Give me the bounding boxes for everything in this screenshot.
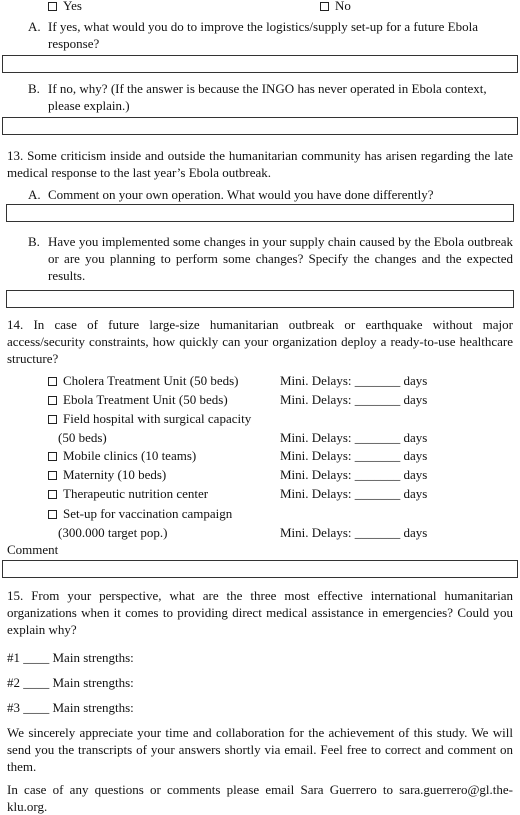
- yes-checkbox[interactable]: [48, 2, 57, 11]
- q15-rank-3[interactable]: #3 ____ Main strengths:: [7, 700, 134, 715]
- q14-item-maternity[interactable]: Maternity (10 beds): [48, 466, 166, 483]
- q14-item-vaccination[interactable]: Set-up for vaccination campaign: [48, 505, 232, 522]
- q13-a-text: Comment on your own operation. What would you have done differently?: [48, 187, 434, 202]
- closing-thanks: We sincerely appreciate your time and collaboration for the achievement of this study. We will send you the transcripts of your answers shortly via email. Feel free to correct and comment on them.: [7, 725, 513, 774]
- q12-b-answer-field[interactable]: [2, 117, 518, 135]
- yes-option[interactable]: Yes: [48, 0, 82, 14]
- q14-item-nutrition[interactable]: Therapeutic nutrition center: [48, 485, 208, 502]
- q15-rank-1[interactable]: #1 ____ Main strengths:: [7, 650, 134, 665]
- q15-rank-2[interactable]: #2 ____ Main strengths:: [7, 675, 134, 690]
- maternity-checkbox[interactable]: [48, 471, 57, 480]
- q14-delay-field-hospital[interactable]: Mini. Delays: _______ days: [280, 430, 428, 445]
- q14-item-field-hospital-line2: (50 beds): [58, 430, 107, 445]
- q14-comment-label: Comment: [7, 542, 59, 557]
- no-checkbox[interactable]: [320, 2, 329, 11]
- q14-item-field-hospital[interactable]: Field hospital with surgical capacity: [48, 410, 251, 427]
- field-hospital-checkbox[interactable]: [48, 415, 57, 424]
- q14-delay-mobile-clinics[interactable]: Mini. Delays: _______ days: [280, 448, 428, 463]
- q14-delay-cholera[interactable]: Mini. Delays: _______ days: [280, 373, 428, 388]
- q14-item-vaccination-line2: (300.000 target pop.): [58, 525, 168, 540]
- q12-a-text: If yes, what would you do to improve the logistics/supply set-up for a future Ebola response?: [48, 19, 479, 51]
- q13-a-answer-field[interactable]: [6, 204, 514, 222]
- q13-b-text: Have you implemented some changes in your supply chain caused by the Ebola outbreak or are you planning to perform some changes? Specify the changes and the expected results.: [48, 234, 513, 283]
- q14-delay-nutrition[interactable]: Mini. Delays: _______ days: [280, 486, 428, 501]
- no-option[interactable]: No: [320, 0, 351, 14]
- q12-b-letter: B.: [28, 81, 40, 96]
- q13-a-letter: A.: [28, 187, 41, 202]
- q14-delay-vaccination[interactable]: Mini. Delays: _______ days: [280, 525, 428, 540]
- q14-item-cholera[interactable]: Cholera Treatment Unit (50 beds): [48, 372, 238, 389]
- q15-question: 15. From your perspective, what are the three most effective international humanitarian organizations when it comes to providing direct medical assistance in emergencies? Could you explain why?: [7, 588, 513, 637]
- q14-comment-field[interactable]: [2, 560, 518, 578]
- q14-item-ebola[interactable]: Ebola Treatment Unit (50 beds): [48, 391, 228, 408]
- q12-a-answer-field[interactable]: [2, 55, 518, 73]
- q13-b-answer-field[interactable]: [6, 290, 514, 308]
- q12-a-letter: A.: [28, 19, 41, 34]
- q14-delay-ebola[interactable]: Mini. Delays: _______ days: [280, 392, 428, 407]
- ebola-unit-checkbox[interactable]: [48, 396, 57, 405]
- q14-question: 14. In case of future large-size humanitarian outbreak or earthquake without major access/security constraints, how quickly can your organization deploy a ready-to-use healthcare structure?: [7, 317, 513, 366]
- nutrition-center-checkbox[interactable]: [48, 490, 57, 499]
- mobile-clinics-checkbox[interactable]: [48, 452, 57, 461]
- q13-b-letter: B.: [28, 234, 40, 249]
- q14-item-mobile-clinics[interactable]: Mobile clinics (10 teams): [48, 447, 196, 464]
- q13-question: 13. Some criticism inside and outside the humanitarian community has arisen regarding the late medical response to the last year’s Ebola outbreak.: [7, 148, 513, 180]
- vaccination-checkbox[interactable]: [48, 510, 57, 519]
- closing-contact: In case of any questions or comments please email Sara Guerrero to sara.guerrero@gl.the-klu.org.: [7, 782, 513, 814]
- q14-delay-maternity[interactable]: Mini. Delays: _______ days: [280, 467, 428, 482]
- cholera-unit-checkbox[interactable]: [48, 377, 57, 386]
- q12-b-text: If no, why? (If the answer is because the INGO has never operated in Ebola context, please explain.): [48, 81, 487, 113]
